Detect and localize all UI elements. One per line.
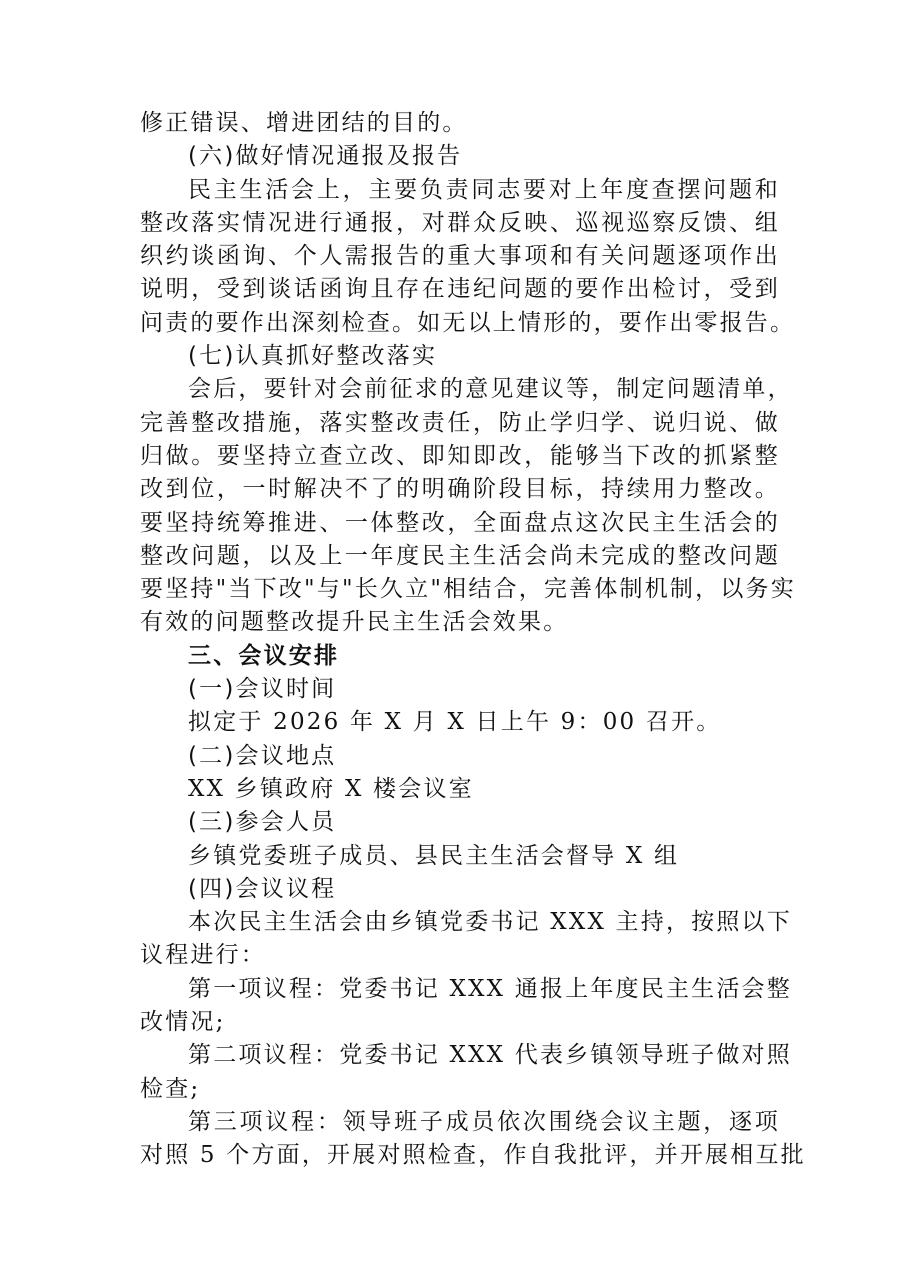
paragraph-line: 完善整改措施，落实整改责任，防止学归学、说归说、做	[140, 409, 780, 436]
paragraph-line: 整改落实情况进行通报，对群众反映、巡视巡察反馈、组	[140, 209, 780, 236]
paragraph-line: 修正错误、增进团结的目的。	[140, 110, 468, 136]
paragraph-line: 第一项议程：党委书记 XXX 通报上年度民主生活会整	[188, 975, 792, 1002]
paragraph-line: XX 乡镇政府 X 楼会议室	[188, 775, 474, 802]
section-subheading: (二)会议地点	[188, 742, 337, 769]
section-subheading: (六)做好情况通报及报告	[188, 143, 463, 170]
paragraph-line: 问责的要作出深刻检查。如无以上情形的，要作出零报告。	[140, 309, 796, 336]
paragraph-line: 归做。要坚持立查立改、即知即改，能够当下改的抓紧整	[140, 442, 780, 469]
paragraph-line: 要坚持统筹推进、一体整改，全面盘点这次民主生活会的	[140, 509, 780, 536]
paragraph-line: 对照 5 个方面，开展对照检查，作自我批评，并开展相互批	[140, 1142, 806, 1169]
section-heading: 三、会议安排	[188, 642, 340, 669]
paragraph-line: 民主生活会上，主要负责同志要对上年度查摆问题和	[188, 176, 780, 203]
section-subheading: (七)认真抓好整改落实	[188, 343, 438, 370]
paragraph-line: 检查;	[140, 1075, 201, 1102]
paragraph-line: 本次民主生活会由乡镇党委书记 XXX 主持，按照以下	[188, 909, 792, 936]
paragraph-line: 织约谈函询、个人需报告的重大事项和有关问题逐项作出	[140, 243, 780, 270]
paragraph-line: 议程进行：	[140, 942, 266, 969]
paragraph-line: 说明，受到谈话函询且存在违纪问题的要作出检讨，受到	[140, 276, 780, 303]
paragraph-line: 有效的问题整改提升民主生活会效果。	[140, 609, 569, 636]
paragraph-line: 要坚持"当下改"与"长久立"相结合，完善体制机制，以务实	[140, 576, 796, 603]
paragraph-line: 第三项议程：领导班子成员依次围绕会议主题，逐项	[188, 1108, 780, 1135]
paragraph-line: 第二项议程：党委书记 XXX 代表乡镇领导班子做对照	[188, 1042, 792, 1069]
paragraph-line: 会后，要针对会前征求的意见建议等，制定问题清单，	[188, 376, 793, 403]
paragraph-line: 改情况;	[140, 1009, 226, 1036]
section-subheading: (四)会议议程	[188, 875, 337, 902]
paragraph-line: 拟定于 2026 年 X 月 X 日上午 9：00 召开。	[188, 709, 722, 736]
section-subheading: (三)参会人员	[188, 809, 337, 836]
paragraph-line: 乡镇党委班子成员、县民主生活会督导 X 组	[188, 842, 680, 869]
paragraph-line: 改到位，一时解决不了的明确阶段目标，持续用力整改。	[140, 476, 780, 503]
section-subheading: (一)会议时间	[188, 676, 337, 703]
document-page	[140, 107, 806, 1173]
paragraph-line: 整改问题，以及上一年度民主生活会尚未完成的整改问题	[140, 542, 780, 569]
